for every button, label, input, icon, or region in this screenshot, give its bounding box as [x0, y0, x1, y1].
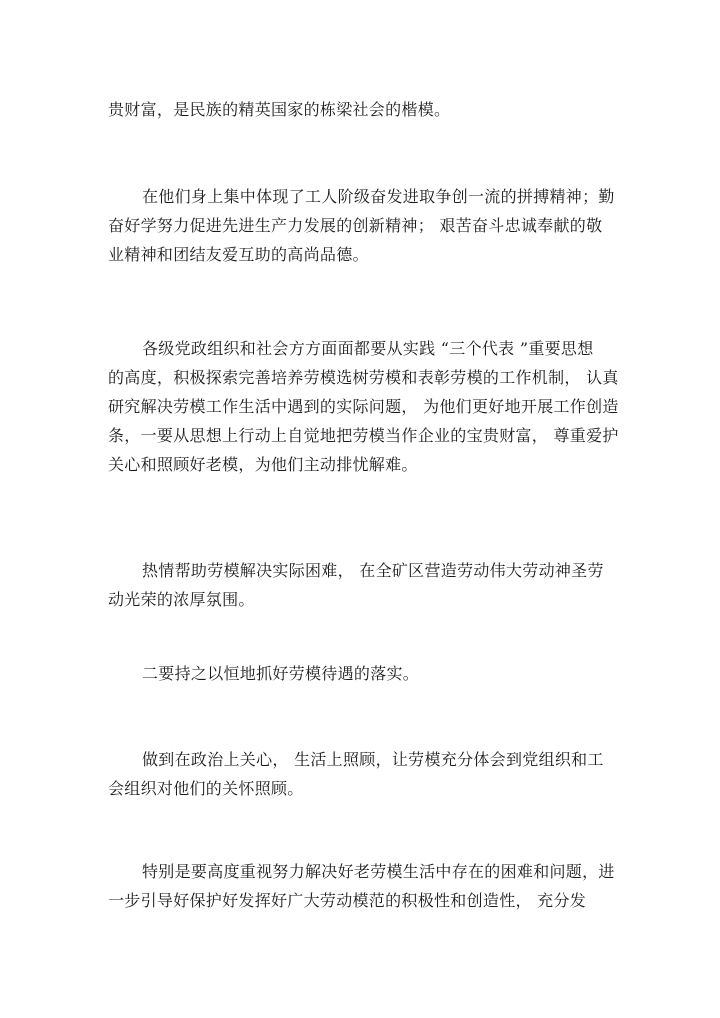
paragraph-line: 会组织对他们的关怀照顾。: [108, 779, 304, 798]
paragraph-line: 各级党政组织和社会方方面面都要从实践 “三个代表 ”重要思想: [142, 339, 594, 358]
paragraph-line: 奋好学努力促进先进生产力发展的创新精神； 艰苦奋斗忠诚奉献的敬: [108, 216, 603, 235]
paragraph-6: [108, 745, 608, 803]
paragraph-4: [108, 556, 608, 614]
paragraph-7: [108, 857, 615, 915]
paragraph-line: 业精神和团结友爱互助的高尚品德。: [108, 245, 369, 264]
paragraph-line: 特别是要高度重视努力解决好老劳模生活中存在的困难和问题，进: [142, 862, 615, 881]
paragraph-5: [108, 659, 608, 688]
paragraph-line: 热情帮助劳模解决实际困难， 在全矿区营造劳动伟大劳动神圣劳: [142, 561, 604, 580]
paragraph-line: 关心和照顾好老模，为他们主动排忧解难。: [108, 455, 418, 474]
paragraph-2: [108, 182, 615, 269]
paragraph-1: [108, 95, 608, 124]
paragraph-line: 贵财富，是民族的精英国家的栋梁社会的楷模。: [108, 100, 451, 119]
paragraph-line: 条，一要从思想上行动上自觉地把劳模当作企业的宝贵财富， 尊重爱护: [108, 426, 619, 445]
paragraph-line: 二要持之以恒地抓好劳模待遇的落实。: [142, 664, 420, 683]
paragraph-line: 在他们身上集中体现了工人阶级奋发进取争创一流的拼搏精神；勤: [142, 187, 615, 206]
paragraph-line: 动光荣的浓厚氛围。: [108, 590, 255, 609]
paragraph-line: 研究解决劳模工作生活中遇到的实际问题， 为他们更好地开展工作创造: [108, 397, 619, 416]
paragraph-line: 做到在政治上关心， 生活上照顾，让劳模充分体会到党组织和工: [142, 750, 604, 769]
paragraph-3: [108, 334, 619, 479]
paragraph-line: 一步引导好保护好发挥好广大劳动模范的积极性和创造性， 充分发: [108, 891, 587, 910]
paragraph-line: 的高度，积极探索完善培养劳模选树劳模和表彰劳模的工作机制， 认真: [108, 368, 619, 387]
